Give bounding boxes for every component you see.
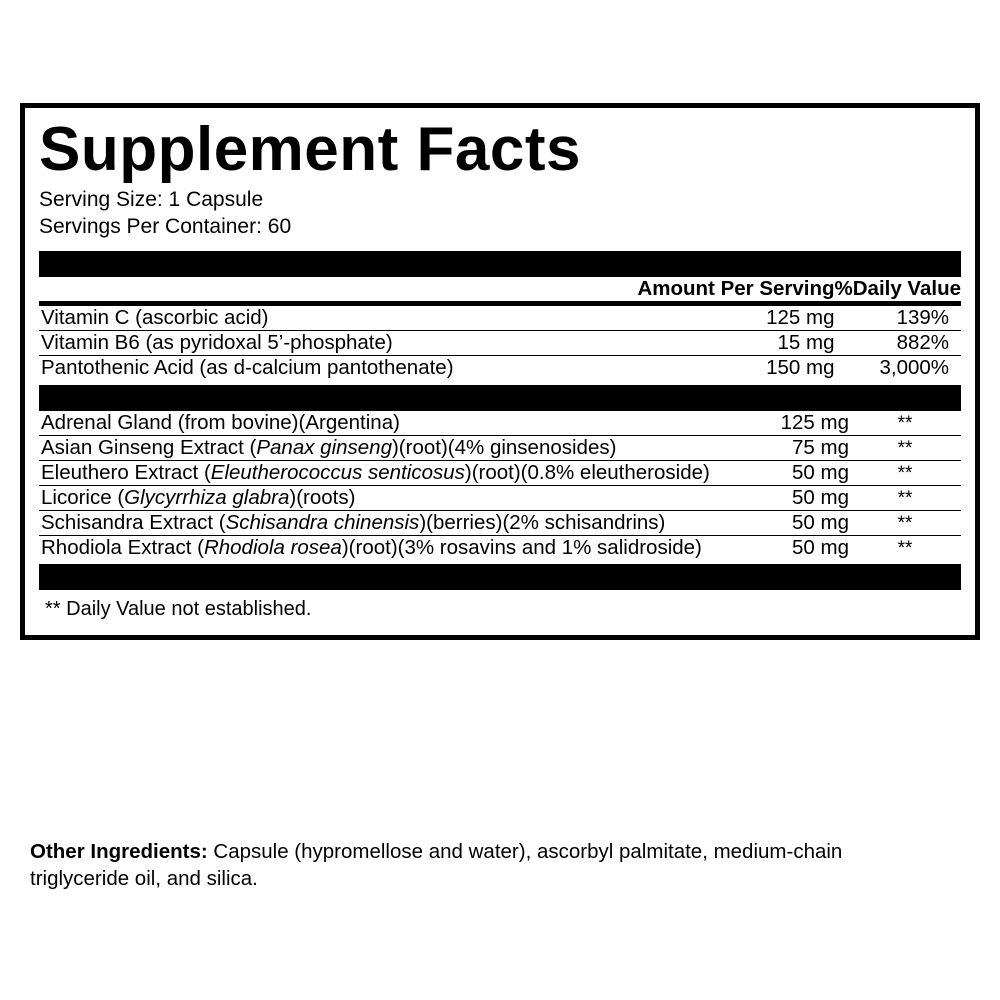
nutrient-dv: 882% (896, 330, 949, 354)
divider-bar-top (39, 251, 961, 277)
header-spacer (39, 277, 637, 301)
daily-value-footnote: ** Daily Value not established. (45, 597, 312, 620)
table-row (39, 435, 961, 460)
nutrient-name: Pantothenic Acid (as d-calcium pantothenate) (41, 355, 454, 379)
ingredient-name: Rhodiola Extract (Rhodiola rosea)(root)(3% rosavins and 1% salidroside) (41, 535, 702, 559)
supplement-facts-panel (20, 103, 980, 640)
ingredient-name: Asian Ginseng Extract (Panax ginseng)(root)(4% ginsenosides) (41, 435, 617, 459)
ingredient-name: Licorice (Glycyrrhiza glabra)(roots) (41, 485, 356, 509)
ingredient-amount: 50 mg (792, 510, 849, 534)
ingredient-amount: 125 mg (780, 410, 849, 434)
table-header-row (39, 277, 961, 301)
ingredient-dv: ** (897, 437, 913, 459)
ingredient-amount: 50 mg (792, 485, 849, 509)
serving-size: Serving Size: 1 Capsule (39, 188, 264, 212)
ingredient-name: Adrenal Gland (from bovine)(Argentina) (41, 410, 400, 434)
header-amount-per-serving: Amount Per Serving (637, 276, 835, 300)
nutrient-dv: 3,000% (879, 355, 949, 379)
table-row (39, 303, 961, 330)
page-title: Supplement Facts (39, 115, 581, 184)
other-ingredients-text: Capsule (hypromellose and water), ascorbyl palmitate, medium-chain triglyceride oil, and silica. (30, 840, 843, 891)
table-row (39, 355, 961, 380)
divider-bar-bottom (39, 564, 961, 590)
header-daily-value: %Daily Value (834, 276, 961, 300)
table-row (39, 510, 961, 535)
ingredient-dv: ** (897, 462, 913, 484)
nutrition-table (39, 277, 961, 380)
table-row (39, 485, 961, 510)
ingredient-amount: 50 mg (792, 460, 849, 484)
table-row (39, 411, 961, 435)
table-row (39, 460, 961, 485)
ingredient-amount: 75 mg (792, 435, 849, 459)
nutrient-name: Vitamin C (ascorbic acid) (41, 305, 269, 329)
ingredient-dv: ** (897, 537, 913, 559)
other-ingredients (30, 838, 935, 892)
nutrient-name: Vitamin B6 (as pyridoxal 5’-phosphate) (41, 330, 393, 354)
ingredient-dv: ** (897, 412, 913, 434)
ingredient-dv: ** (897, 487, 913, 509)
other-ingredients-label: Other Ingredients: (30, 840, 208, 863)
nutrient-amount: 125 mg (766, 305, 835, 329)
table-row (39, 330, 961, 355)
table-row (39, 535, 961, 560)
ingredient-dv: ** (897, 512, 913, 534)
ingredient-name: Eleuthero Extract (Eleutherococcus senticosus)(root)(0.8% eleutheroside) (41, 460, 710, 484)
botanical-table (39, 411, 961, 560)
nutrient-amount: 150 mg (766, 355, 835, 379)
divider-bar-middle (39, 385, 961, 411)
ingredient-amount: 50 mg (792, 535, 849, 559)
nutrient-dv: 139% (896, 305, 949, 329)
servings-per-container: Servings Per Container: 60 (39, 215, 292, 239)
nutrient-amount: 15 mg (777, 330, 835, 354)
ingredient-name: Schisandra Extract (Schisandra chinensis)(berries)(2% schisandrins) (41, 510, 666, 534)
